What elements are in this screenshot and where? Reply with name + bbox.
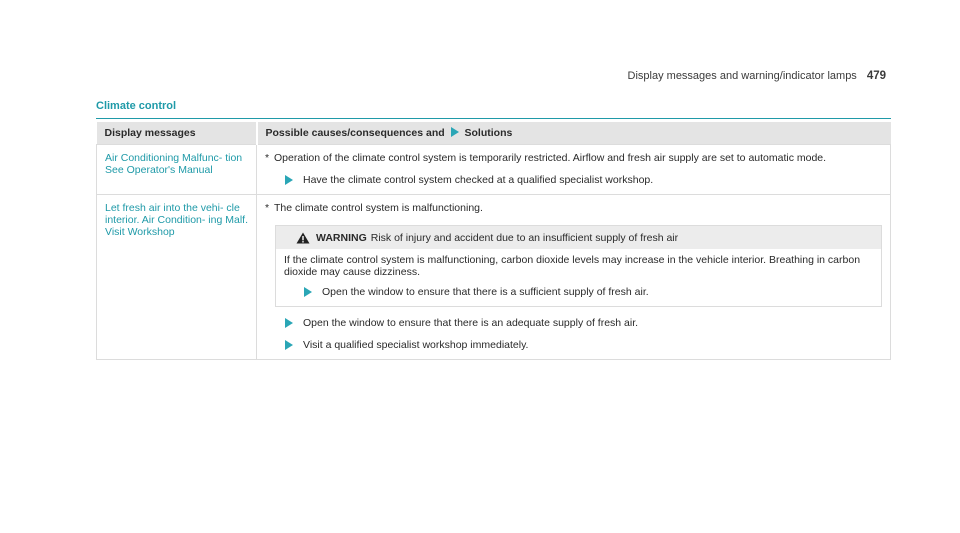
triangle-arrow-right-icon <box>285 318 293 328</box>
cause-marker: * <box>265 202 270 214</box>
section-title: Climate control <box>96 100 177 112</box>
running-header <box>628 70 886 82</box>
triangle-arrow-right-icon <box>285 340 293 350</box>
warning-header <box>276 226 881 249</box>
warning-step-text: Open the window to ensure that there is a sufficient supply of fresh air. <box>322 286 649 298</box>
display-message-ac-malfunction: Air Conditioning Malfunc- tion See Operator's Manual <box>105 152 243 176</box>
solution-step-text: Have the climate control system checked at a qualified specialist workshop. <box>303 174 654 186</box>
solution-step <box>265 174 882 186</box>
solution-step <box>265 317 882 329</box>
cause-text: The climate control system is malfunctioning. <box>274 202 483 214</box>
column-header-causes-solutions <box>257 122 891 145</box>
cause-item <box>265 152 882 164</box>
warning-body-text: If the climate control system is malfunctioning, carbon dioxide levels may increase in the vehicle interior. Breathing in carbon dioxide may cause dizziness. <box>284 254 861 278</box>
solutions-cell <box>257 145 891 195</box>
cause-text: Operation of the climate control system is temporarily restricted. Airflow and fresh air supply are set to automatic mode. <box>274 152 827 164</box>
warning-title: Risk of injury and accident due to an insufficient supply of fresh air <box>370 232 679 244</box>
column-header-solutions-label: Solutions <box>464 127 513 139</box>
triangle-arrow-right-icon <box>451 127 459 137</box>
solution-step <box>265 339 882 351</box>
column-header-causes-label: Possible causes/consequences and <box>265 127 445 139</box>
warning-body <box>276 249 881 306</box>
table-row <box>97 145 891 195</box>
section-divider <box>96 118 891 119</box>
triangle-arrow-right-icon <box>304 287 312 297</box>
solution-step-text: Open the window to ensure that there is an adequate supply of fresh air. <box>303 317 639 329</box>
message-cell <box>97 145 257 195</box>
display-messages-table <box>96 122 891 360</box>
running-header-title: Display messages and warning/indicator lamps <box>627 70 857 82</box>
column-header-display-messages: Display messages <box>97 122 257 145</box>
warning-step <box>284 286 873 298</box>
cause-marker: * <box>265 152 270 164</box>
table-row <box>97 195 891 360</box>
warning-label: WARNING <box>316 232 367 244</box>
display-message-fresh-air: Let fresh air into the vehi- cle interior. Air Condition- ing Malf. Visit Workshop <box>105 202 248 238</box>
warning-triangle-icon <box>296 232 310 244</box>
warning-box <box>275 225 882 307</box>
message-cell <box>97 195 257 360</box>
page-number: 479 <box>866 70 886 82</box>
triangle-arrow-right-icon <box>285 175 293 185</box>
table-header-row <box>97 122 891 145</box>
solutions-cell <box>257 195 891 360</box>
solution-step-text: Visit a qualified specialist workshop immediately. <box>303 339 529 351</box>
cause-item <box>265 202 882 214</box>
